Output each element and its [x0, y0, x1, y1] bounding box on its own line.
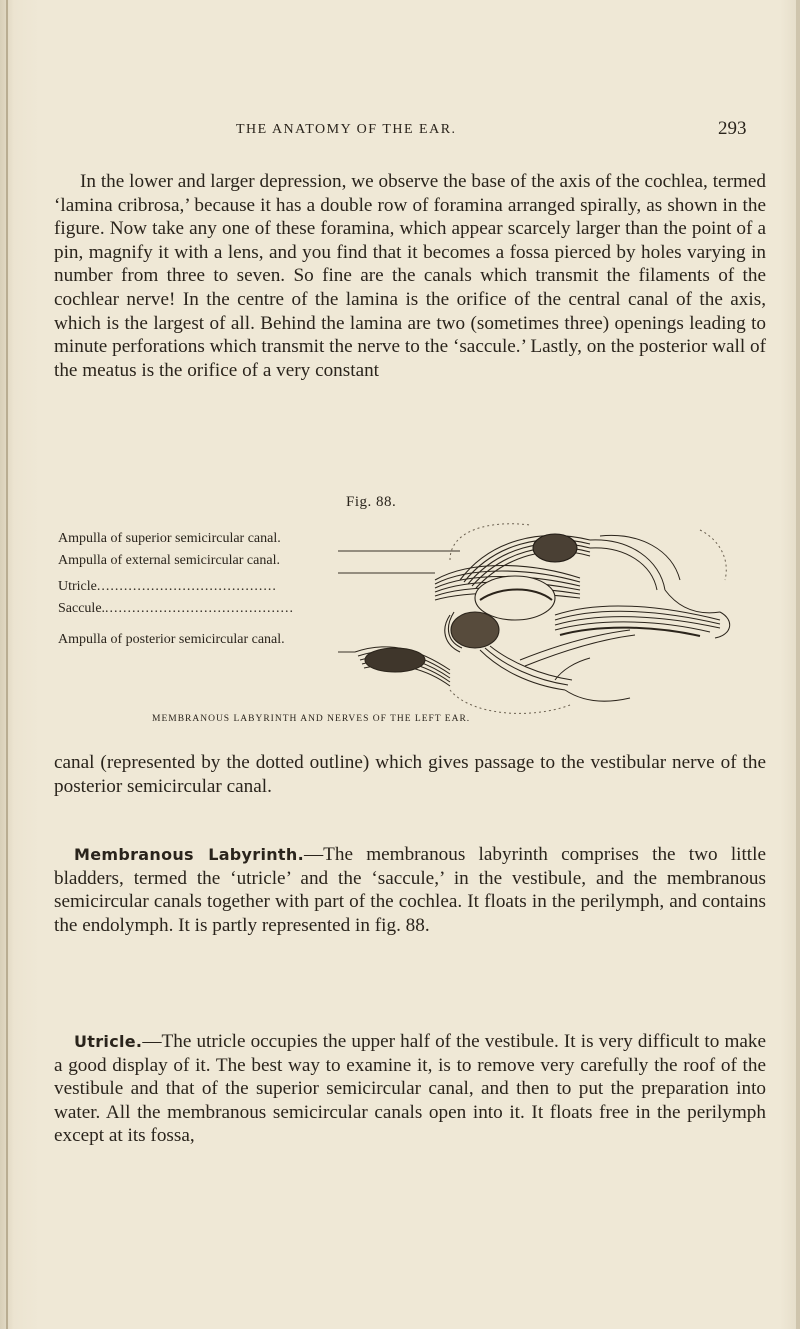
- legend-leader-dots: ..........................................: [105, 601, 295, 616]
- section-heading-membranous-labyrinth: Membranous Labyrinth.: [74, 845, 304, 864]
- membranous-labyrinth-illustration: [300, 520, 740, 720]
- page-number: 293: [718, 118, 747, 139]
- legend-utricle: [58, 579, 277, 595]
- paragraph-canal: canal (represented by the dotted outline) which gives passage to the vestibular nerve of the posterior semicircular canal.: [54, 752, 766, 797]
- semicircular-canal-curve: [590, 535, 720, 612]
- legend-text: Ampulla of posterior semicircular canal.: [58, 632, 285, 647]
- legend-leader-dots: ........................................: [96, 579, 277, 594]
- figure-caption: MEMBRANOUS LABYRINTH AND NERVES OF THE LEFT EAR.: [152, 714, 471, 724]
- legend-ampulla-external: [58, 553, 280, 569]
- legend-text: Utricle: [58, 579, 97, 594]
- paragraph-membranous-labyrinth: [54, 843, 766, 937]
- figure-label: Fig. 88.: [346, 494, 397, 510]
- ampulla-posterior-shape: [355, 647, 450, 686]
- page-gutter-shadow: [6, 0, 8, 1329]
- running-head: THE ANATOMY OF THE EAR.: [236, 122, 457, 137]
- paragraph-utricle: [54, 1030, 766, 1148]
- legend-ampulla-superior: [58, 531, 281, 547]
- utricle-shape: [435, 566, 580, 621]
- legend-ampulla-posterior: [58, 632, 285, 648]
- legend-text: Ampulla of superior semicircular canal.: [58, 531, 281, 546]
- page-edge: [796, 0, 800, 1329]
- paragraph-lamina-cribrosa: In the lower and larger depression, we observe the base of the axis of the cochlea, termed ‘lamina cribrosa,’ because it has a double row of foramina arranged spirally, as shown in the figure. Now take any one of these foramina, which appear scarcely larger than the point of a pin, magnify it with a lens, and you find that it becomes a fossa pierced by holes varying in number from three to seven. So fine are the canals which transmit the filaments of the cochlear nerve! In the centre of the lamina is the orifice of the central canal of the axis, which is the largest of all. Behind the lamina are two (sometimes three) openings leading to minute perforations which transmit the nerve to the ‘saccule.’ Lastly, on the posterior wall of the meatus is the orifice of a very constant: [54, 171, 766, 381]
- paragraph-body: —The utricle occupies the upper half of the vestibule. It is very difficult to make a good display of it. The best way to examine it, is to remove very carefully the roof of the vestibule and that of the superior semicircular canal, and then to put the preparation into water. All the membranous semicircular canals open into it. It floats free in the perilymph except at its fossa,: [54, 1031, 766, 1147]
- legend-text: Ampulla of external semicircular canal.: [58, 553, 280, 568]
- legend-text: Saccule.: [58, 601, 106, 616]
- section-heading-utricle: Utricle.: [74, 1032, 143, 1051]
- saccule-shape: [445, 612, 499, 652]
- cochlea-shape: [555, 606, 730, 638]
- nerve-bundle-shape: [480, 630, 635, 701]
- legend-saccule: [58, 601, 294, 617]
- paragraph-body: —The membranous labyrinth comprises the two little bladders, termed the ‘utricle’ and the ‘saccule,’ in the vestibule, and the membranous semicircular canals together with part of the cochlea. It floats in the perilymph, and contains the endolymph. It is partly represented in fig. 88.: [54, 844, 766, 936]
